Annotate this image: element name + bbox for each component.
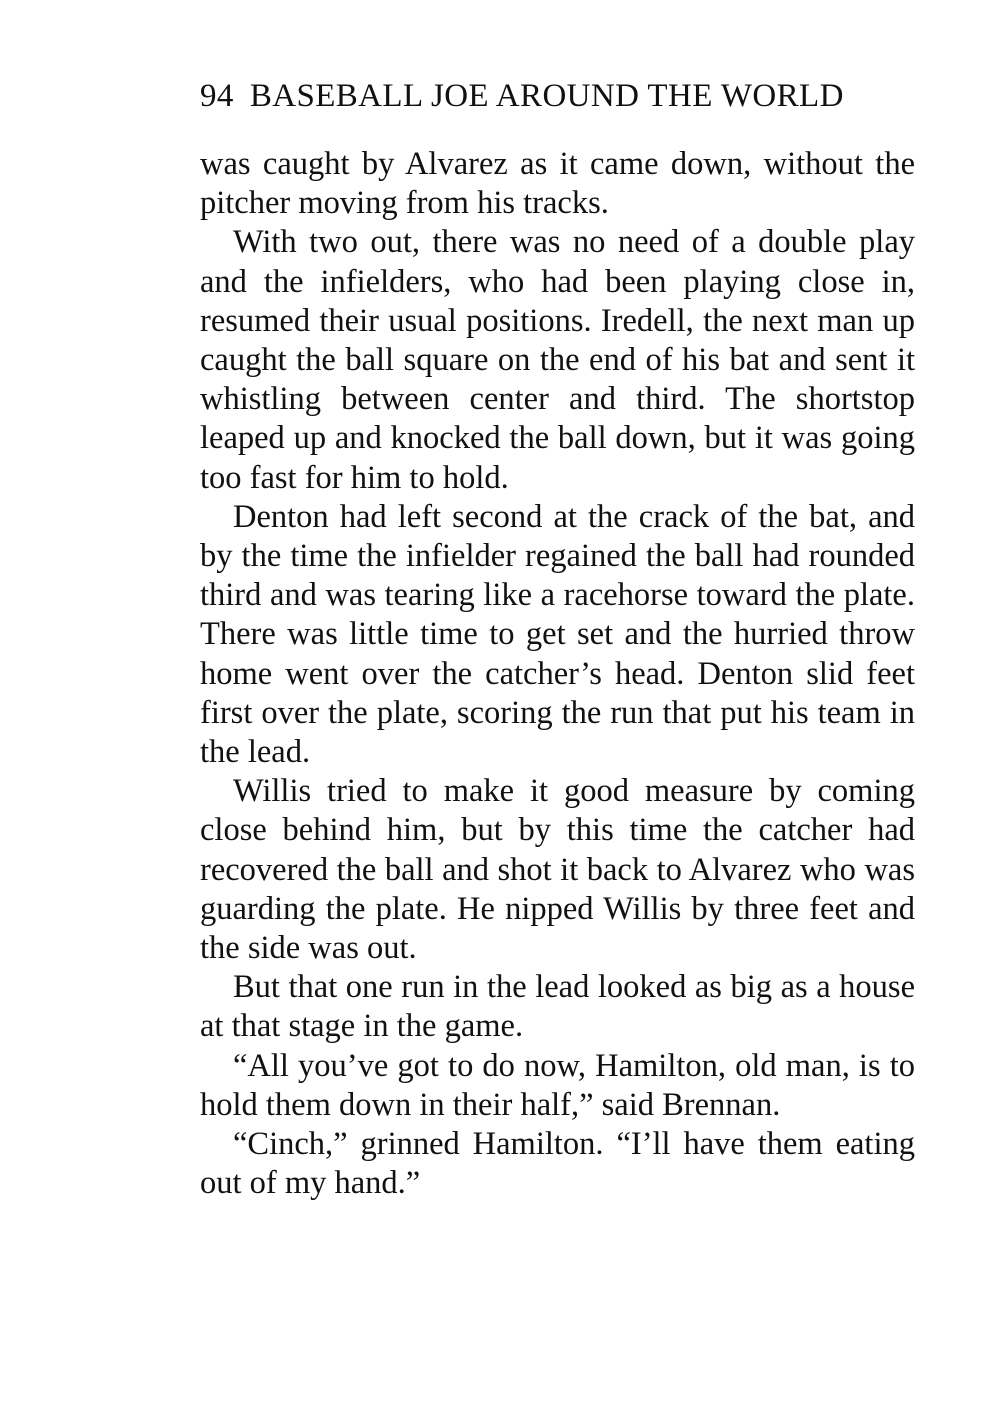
book-title: BASEBALL JOE AROUND THE WORLD bbox=[249, 78, 844, 114]
paragraph-iredell-hit: With two out, there was no need of a double play and the infielders, who had been playing close in, resumed their usual positions. Iredell, the next man up caught the ball square on the end of his bat and sent it whistling between center and third. The shortstop leaped up and knocked the ball down, but it was going too fast for him to hold. bbox=[200, 224, 915, 496]
paragraph-lead: But that one run in the lead looked as big as a house at that stage in the game. bbox=[200, 969, 915, 1045]
paragraph-continuation: was caught by Alvarez as it came down, without the pitcher moving from his tracks. bbox=[200, 146, 915, 222]
running-head bbox=[200, 70, 915, 122]
paragraph-willis-out: Willis tried to make it good measure by coming close behind him, but by this time the catcher had recovered the ball and shot it back to Alvarez who was guarding the plate. He nipped Willis by three feet and the side was out. bbox=[200, 773, 915, 967]
paragraph-denton-scores: Denton had left second at the crack of the bat, and by the time the infielder regained the ball had rounded third and was tearing like a racehorse toward the plate. There was little time to get set and the hurried throw home went over the catcher’s head. Denton slid feet first over the plate, scoring the run that put his team in the lead. bbox=[200, 498, 915, 771]
page-number: 94 bbox=[200, 78, 234, 114]
paragraph-brennan-dialogue: “All you’ve got to do now, Hamilton, old man, is to hold them down in their half,” said Brennan. bbox=[200, 1047, 915, 1123]
paragraph-hamilton-dialogue: “Cinch,” grinned Hamilton. “I’ll have them eating out of my hand.” bbox=[200, 1126, 915, 1202]
body-text bbox=[200, 145, 915, 1203]
